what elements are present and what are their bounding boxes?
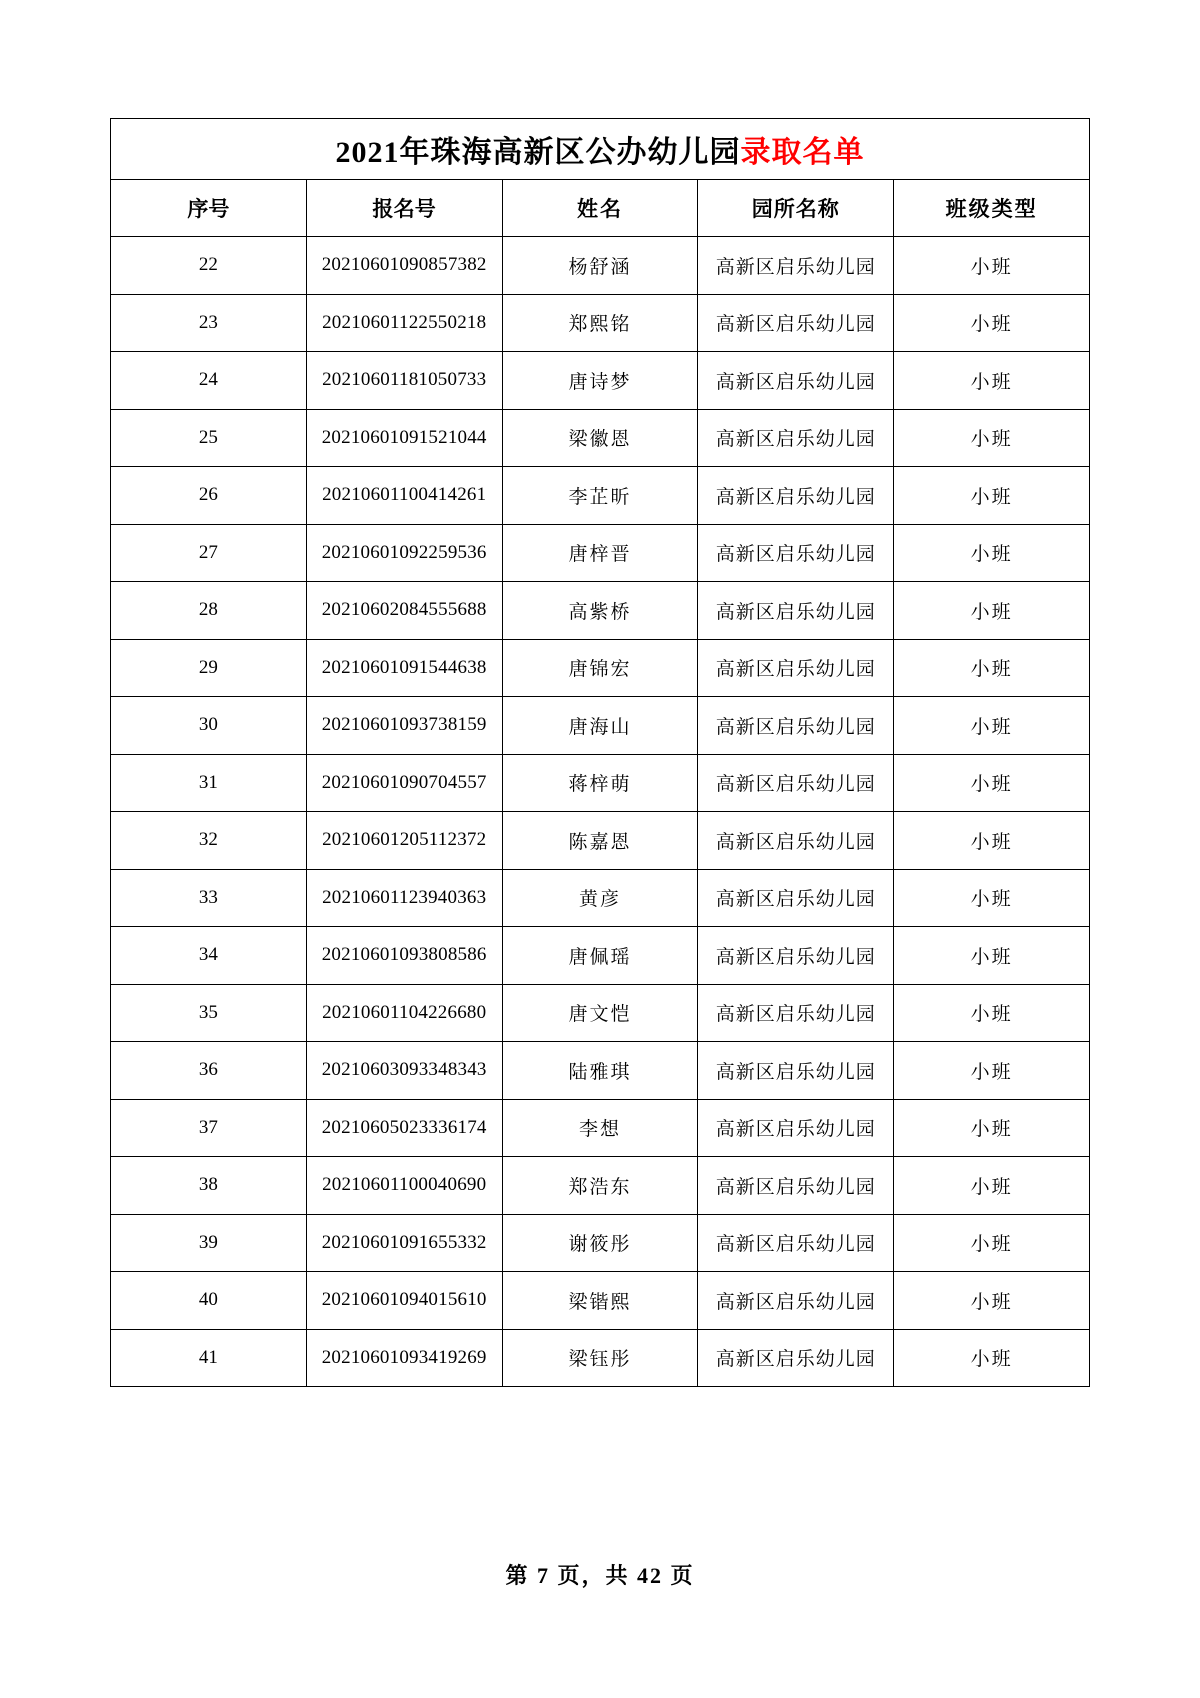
cell-school: 高新区启乐幼儿园 [698, 1214, 894, 1272]
cell-class: 小班 [894, 1272, 1090, 1330]
column-header-seq: 序号 [111, 180, 307, 237]
document-title [111, 119, 1090, 180]
cell-class: 小班 [894, 294, 1090, 352]
cell-registration: 20210601093419269 [306, 1329, 502, 1387]
table-row [111, 1157, 1090, 1215]
cell-name: 唐海山 [502, 697, 698, 755]
cell-seq: 22 [111, 237, 307, 295]
cell-class: 小班 [894, 754, 1090, 812]
cell-name: 陈嘉恩 [502, 812, 698, 870]
cell-name: 郑熙铭 [502, 294, 698, 352]
document-title-accent: 录取名单 [740, 136, 865, 169]
cell-registration: 20210601094015610 [306, 1272, 502, 1330]
cell-seq: 32 [111, 812, 307, 870]
cell-class: 小班 [894, 1042, 1090, 1100]
cell-registration: 20210601092259536 [306, 524, 502, 582]
cell-registration: 20210601091655332 [306, 1214, 502, 1272]
cell-name: 杨舒涵 [502, 237, 698, 295]
cell-class: 小班 [894, 582, 1090, 640]
cell-registration: 20210601181050733 [306, 352, 502, 410]
cell-name: 唐诗梦 [502, 352, 698, 410]
column-header-name: 姓名 [502, 180, 698, 237]
cell-school: 高新区启乐幼儿园 [698, 927, 894, 985]
cell-school: 高新区启乐幼儿园 [698, 984, 894, 1042]
cell-school: 高新区启乐幼儿园 [698, 1329, 894, 1387]
cell-registration: 20210603093348343 [306, 1042, 502, 1100]
table-row [111, 1329, 1090, 1387]
cell-name: 梁钰彤 [502, 1329, 698, 1387]
cell-registration: 20210601091521044 [306, 409, 502, 467]
cell-name: 蒋梓萌 [502, 754, 698, 812]
cell-name: 黄彦 [502, 869, 698, 927]
cell-school: 高新区启乐幼儿园 [698, 582, 894, 640]
cell-registration: 20210601090704557 [306, 754, 502, 812]
table-row [111, 294, 1090, 352]
cell-school: 高新区启乐幼儿园 [698, 754, 894, 812]
table-row [111, 1272, 1090, 1330]
table-row [111, 639, 1090, 697]
table-row [111, 237, 1090, 295]
table-row [111, 409, 1090, 467]
cell-school: 高新区启乐幼儿园 [698, 639, 894, 697]
cell-seq: 33 [111, 869, 307, 927]
cell-seq: 24 [111, 352, 307, 410]
cell-seq: 35 [111, 984, 307, 1042]
cell-name: 唐佩瑶 [502, 927, 698, 985]
cell-registration: 20210601123940363 [306, 869, 502, 927]
cell-class: 小班 [894, 524, 1090, 582]
cell-seq: 23 [111, 294, 307, 352]
cell-school: 高新区启乐幼儿园 [698, 1272, 894, 1330]
cell-seq: 36 [111, 1042, 307, 1100]
cell-school: 高新区启乐幼儿园 [698, 697, 894, 755]
cell-school: 高新区启乐幼儿园 [698, 294, 894, 352]
cell-school: 高新区启乐幼儿园 [698, 467, 894, 525]
cell-class: 小班 [894, 409, 1090, 467]
table-row [111, 984, 1090, 1042]
cell-seq: 27 [111, 524, 307, 582]
cell-registration: 20210602084555688 [306, 582, 502, 640]
cell-class: 小班 [894, 984, 1090, 1042]
cell-seq: 30 [111, 697, 307, 755]
cell-registration: 20210601100414261 [306, 467, 502, 525]
cell-name: 高紫桥 [502, 582, 698, 640]
cell-registration: 20210601205112372 [306, 812, 502, 870]
cell-seq: 26 [111, 467, 307, 525]
cell-seq: 29 [111, 639, 307, 697]
cell-seq: 25 [111, 409, 307, 467]
table-body [111, 119, 1090, 1387]
table-row [111, 582, 1090, 640]
table-header-row [111, 180, 1090, 237]
cell-class: 小班 [894, 812, 1090, 870]
cell-school: 高新区启乐幼儿园 [698, 524, 894, 582]
table-row [111, 754, 1090, 812]
cell-name: 梁徽恩 [502, 409, 698, 467]
cell-school: 高新区启乐幼儿园 [698, 1099, 894, 1157]
cell-name: 李芷昕 [502, 467, 698, 525]
cell-name: 谢筱彤 [502, 1214, 698, 1272]
cell-seq: 39 [111, 1214, 307, 1272]
cell-seq: 38 [111, 1157, 307, 1215]
cell-registration: 20210601091544638 [306, 639, 502, 697]
cell-name: 唐梓晋 [502, 524, 698, 582]
table-row [111, 1214, 1090, 1272]
cell-seq: 31 [111, 754, 307, 812]
column-header-school: 园所名称 [698, 180, 894, 237]
cell-name: 唐锦宏 [502, 639, 698, 697]
column-header-class: 班级类型 [894, 180, 1090, 237]
cell-seq: 40 [111, 1272, 307, 1330]
cell-class: 小班 [894, 927, 1090, 985]
cell-name: 梁锴熙 [502, 1272, 698, 1330]
cell-name: 郑浩东 [502, 1157, 698, 1215]
cell-school: 高新区启乐幼儿园 [698, 237, 894, 295]
table-row [111, 697, 1090, 755]
table-row [111, 1099, 1090, 1157]
cell-class: 小班 [894, 237, 1090, 295]
table-title-row [111, 119, 1090, 180]
cell-name: 唐文恺 [502, 984, 698, 1042]
cell-seq: 34 [111, 927, 307, 985]
cell-registration: 20210601100040690 [306, 1157, 502, 1215]
cell-name: 陆雅琪 [502, 1042, 698, 1100]
cell-seq: 37 [111, 1099, 307, 1157]
table-row [111, 524, 1090, 582]
document-title-main: 2021年珠海高新区公办幼儿园 [335, 136, 741, 169]
cell-school: 高新区启乐幼儿园 [698, 1042, 894, 1100]
cell-class: 小班 [894, 467, 1090, 525]
cell-school: 高新区启乐幼儿园 [698, 1157, 894, 1215]
cell-seq: 41 [111, 1329, 307, 1387]
table-row [111, 869, 1090, 927]
cell-school: 高新区启乐幼儿园 [698, 812, 894, 870]
table-row [111, 927, 1090, 985]
cell-class: 小班 [894, 1214, 1090, 1272]
cell-registration: 20210605023336174 [306, 1099, 502, 1157]
cell-registration: 20210601090857382 [306, 237, 502, 295]
cell-school: 高新区启乐幼儿园 [698, 409, 894, 467]
table-row [111, 352, 1090, 410]
cell-registration: 20210601093738159 [306, 697, 502, 755]
cell-registration: 20210601093808586 [306, 927, 502, 985]
cell-class: 小班 [894, 352, 1090, 410]
cell-seq: 28 [111, 582, 307, 640]
cell-class: 小班 [894, 697, 1090, 755]
cell-school: 高新区启乐幼儿园 [698, 869, 894, 927]
table-row [111, 812, 1090, 870]
cell-registration: 20210601104226680 [306, 984, 502, 1042]
column-header-registration: 报名号 [306, 180, 502, 237]
page-footer: 第 7 页，共 42 页 [505, 1563, 695, 1588]
admission-list-table [110, 118, 1090, 1387]
cell-class: 小班 [894, 639, 1090, 697]
cell-name: 李想 [502, 1099, 698, 1157]
cell-class: 小班 [894, 1099, 1090, 1157]
table-row [111, 1042, 1090, 1100]
cell-class: 小班 [894, 869, 1090, 927]
table-row [111, 467, 1090, 525]
cell-class: 小班 [894, 1157, 1090, 1215]
cell-school: 高新区启乐幼儿园 [698, 352, 894, 410]
cell-registration: 20210601122550218 [306, 294, 502, 352]
cell-class: 小班 [894, 1329, 1090, 1387]
